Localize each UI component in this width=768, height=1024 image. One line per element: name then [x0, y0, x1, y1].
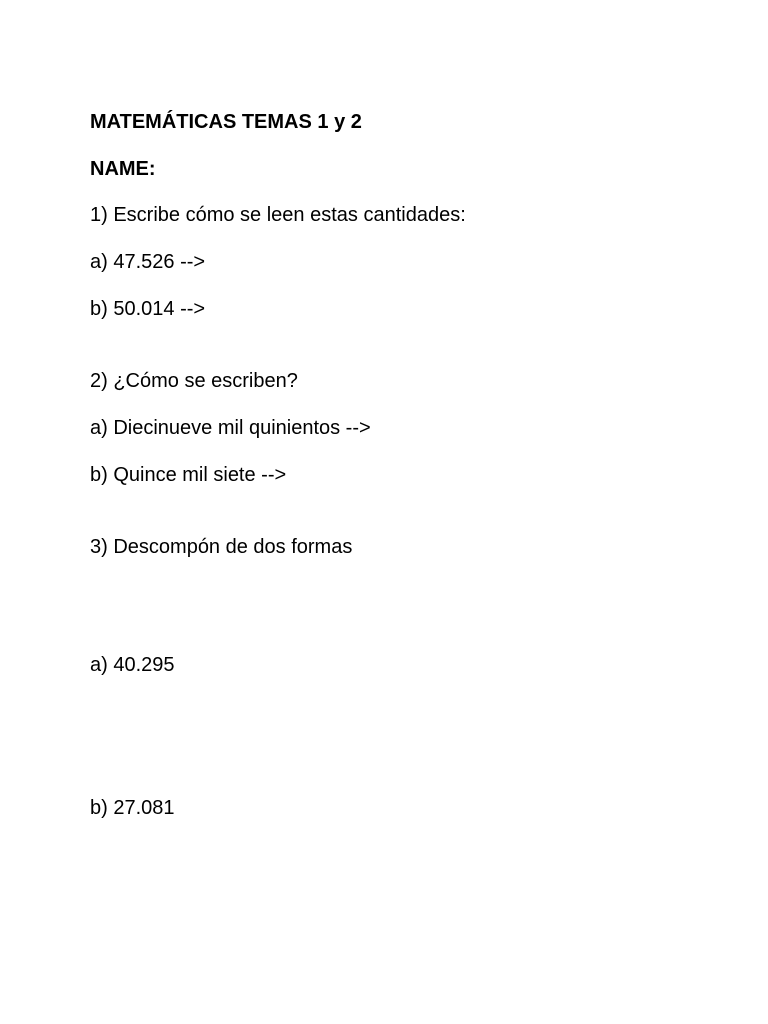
question-3-prompt: 3) Descompón de dos formas — [90, 536, 353, 558]
question-2-item-b: b) Quince mil siete --> — [90, 464, 287, 486]
question-2-prompt: 2) ¿Cómo se escriben? — [90, 370, 298, 392]
question-1-item-b: b) 50.014 --> — [90, 298, 206, 320]
question-2-item-a: a) Diecinueve mil quinientos --> — [90, 417, 371, 439]
name-label: NAME: — [90, 158, 156, 180]
worksheet-title: MATEMÁTICAS TEMAS 1 y 2 — [90, 111, 362, 133]
question-3-item-a: a) 40.295 — [90, 654, 175, 676]
question-1-item-a: a) 47.526 --> — [90, 251, 206, 273]
question-1-prompt: 1) Escribe cómo se leen estas cantidades: — [90, 204, 466, 226]
question-3-item-b: b) 27.081 — [90, 797, 175, 819]
